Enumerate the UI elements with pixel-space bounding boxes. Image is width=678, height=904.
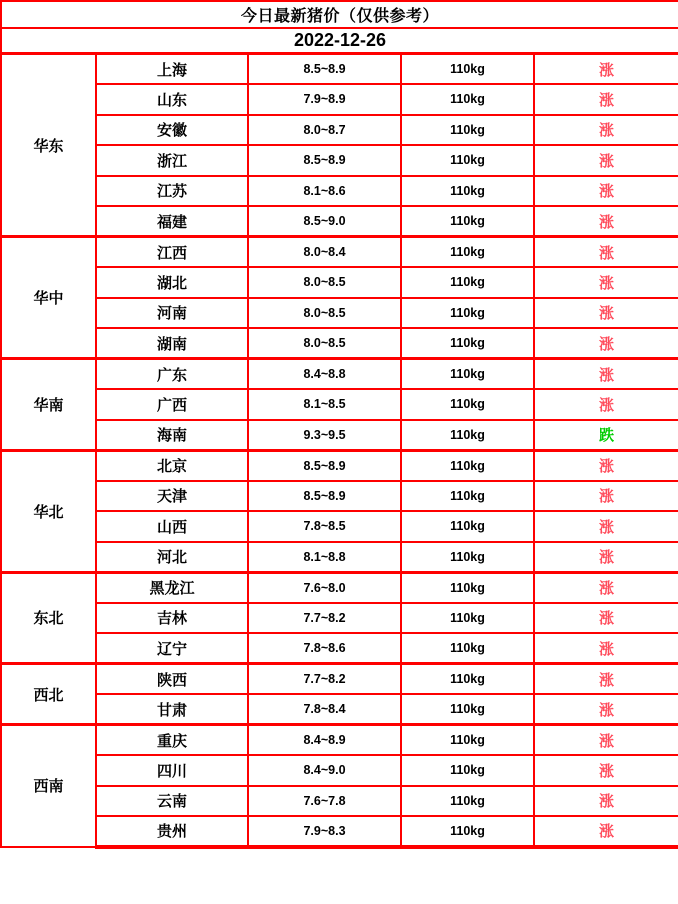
trend-cell: [534, 786, 678, 817]
trend-value: 涨: [599, 396, 615, 414]
region-cell-xibei: 西北: [1, 664, 96, 725]
price-row: [1, 359, 678, 390]
price-row: [1, 328, 678, 359]
trend-cell: [534, 542, 678, 573]
trend-value: 涨: [599, 610, 615, 628]
title-row: [1, 1, 678, 28]
price-range-cell: 8.5~9.0: [248, 206, 401, 237]
trend-value: 涨: [599, 213, 615, 231]
price-row: [1, 755, 678, 786]
province-cell: 河南: [96, 298, 248, 329]
weight-cell: 110kg: [401, 481, 534, 512]
province-cell: 吉林: [96, 603, 248, 634]
weight-cell: 110kg: [401, 572, 534, 603]
weight-cell: 110kg: [401, 115, 534, 146]
price-row: [1, 115, 678, 146]
price-range-cell: 8.0~8.4: [248, 237, 401, 268]
price-row: [1, 664, 678, 695]
weight-cell: 110kg: [401, 603, 534, 634]
price-row: [1, 389, 678, 420]
price-row: [1, 237, 678, 268]
trend-value: 涨: [599, 762, 615, 780]
price-range-cell: 8.5~8.9: [248, 145, 401, 176]
trend-value: 涨: [599, 732, 615, 750]
region-cell-huanan: 华南: [1, 359, 96, 451]
trend-value: 涨: [599, 488, 615, 506]
trend-cell: [534, 420, 678, 451]
weight-cell: 110kg: [401, 725, 534, 756]
trend-cell: [534, 694, 678, 725]
price-range-cell: 7.8~8.4: [248, 694, 401, 725]
trend-value: 涨: [599, 671, 615, 689]
weight-cell: 110kg: [401, 420, 534, 451]
price-range-cell: 8.1~8.8: [248, 542, 401, 573]
trend-cell: [534, 84, 678, 115]
price-range-cell: 8.4~9.0: [248, 755, 401, 786]
price-row: [1, 572, 678, 603]
province-cell: 北京: [96, 450, 248, 481]
trend-cell: [534, 481, 678, 512]
region-cell-huazhong: 华中: [1, 237, 96, 359]
date-row: [1, 28, 678, 54]
trend-value: 涨: [599, 640, 615, 658]
price-row: [1, 511, 678, 542]
weight-cell: 110kg: [401, 450, 534, 481]
price-range-cell: 8.5~8.9: [248, 481, 401, 512]
trend-cell: [534, 816, 678, 847]
weight-cell: 110kg: [401, 816, 534, 847]
province-cell: 上海: [96, 54, 248, 85]
table-date: 2022-12-26: [1, 28, 678, 54]
price-range-cell: 7.6~7.8: [248, 786, 401, 817]
trend-value: 涨: [599, 183, 615, 201]
province-cell: 河北: [96, 542, 248, 573]
province-cell: 湖北: [96, 267, 248, 298]
trend-cell: [534, 511, 678, 542]
trend-cell: [534, 359, 678, 390]
province-cell: 广东: [96, 359, 248, 390]
trend-value: 涨: [599, 305, 615, 323]
price-row: [1, 816, 678, 847]
province-cell: 安徽: [96, 115, 248, 146]
price-range-cell: 8.5~8.9: [248, 54, 401, 85]
price-range-cell: 7.6~8.0: [248, 572, 401, 603]
trend-value: 涨: [599, 701, 615, 719]
price-range-cell: 8.4~8.9: [248, 725, 401, 756]
trend-value: 涨: [599, 122, 615, 140]
price-range-cell: 8.0~8.5: [248, 267, 401, 298]
trend-cell: [534, 450, 678, 481]
trend-value: 涨: [599, 335, 615, 353]
weight-cell: 110kg: [401, 542, 534, 573]
weight-cell: 110kg: [401, 54, 534, 85]
region-cell-xinan: 西南: [1, 725, 96, 847]
trend-cell: [534, 145, 678, 176]
weight-cell: 110kg: [401, 694, 534, 725]
trend-cell: [534, 725, 678, 756]
weight-cell: 110kg: [401, 664, 534, 695]
region-cell-huabei: 华北: [1, 450, 96, 572]
price-row: [1, 54, 678, 85]
trend-cell: [534, 664, 678, 695]
province-cell: 江苏: [96, 176, 248, 207]
weight-cell: 110kg: [401, 328, 534, 359]
trend-cell: [534, 176, 678, 207]
province-cell: 浙江: [96, 145, 248, 176]
province-cell: 福建: [96, 206, 248, 237]
trend-value: 涨: [599, 61, 615, 79]
price-row: [1, 84, 678, 115]
trend-cell: [534, 115, 678, 146]
trend-cell: [534, 633, 678, 664]
price-range-cell: 7.8~8.5: [248, 511, 401, 542]
price-range-cell: 8.0~8.7: [248, 115, 401, 146]
price-row: [1, 176, 678, 207]
province-cell: 湖南: [96, 328, 248, 359]
province-cell: 云南: [96, 786, 248, 817]
trend-value: 涨: [599, 518, 615, 536]
trend-cell: [534, 206, 678, 237]
price-row: [1, 786, 678, 817]
region-cell-dongbei: 东北: [1, 572, 96, 664]
province-cell: 陕西: [96, 664, 248, 695]
price-range-cell: 7.7~8.2: [248, 664, 401, 695]
trend-cell: [534, 267, 678, 298]
province-cell: 山东: [96, 84, 248, 115]
price-row: [1, 481, 678, 512]
province-cell: 贵州: [96, 816, 248, 847]
province-cell: 甘肃: [96, 694, 248, 725]
trend-cell: [534, 328, 678, 359]
price-row: [1, 603, 678, 634]
trend-value: 涨: [599, 458, 615, 475]
trend-value: 涨: [599, 244, 615, 262]
province-cell: 重庆: [96, 725, 248, 756]
trend-value: 涨: [599, 580, 615, 597]
price-row: [1, 542, 678, 573]
trend-value: 涨: [599, 274, 615, 292]
price-row: [1, 725, 678, 756]
trend-value: 跌: [599, 427, 615, 444]
weight-cell: 110kg: [401, 755, 534, 786]
weight-cell: 110kg: [401, 359, 534, 390]
price-range-cell: 8.1~8.5: [248, 389, 401, 420]
trend-value: 涨: [599, 366, 615, 384]
province-cell: 江西: [96, 237, 248, 268]
province-cell: 广西: [96, 389, 248, 420]
province-cell: 四川: [96, 755, 248, 786]
trend-value: 涨: [599, 549, 615, 566]
trend-cell: [534, 237, 678, 268]
trend-cell: [534, 298, 678, 329]
price-range-cell: 8.0~8.5: [248, 298, 401, 329]
weight-cell: 110kg: [401, 298, 534, 329]
trend-cell: [534, 389, 678, 420]
weight-cell: 110kg: [401, 786, 534, 817]
trend-value: 涨: [599, 793, 615, 811]
weight-cell: 110kg: [401, 206, 534, 237]
trend-value: 涨: [599, 152, 615, 170]
price-row: [1, 267, 678, 298]
weight-cell: 110kg: [401, 511, 534, 542]
price-range-cell: 7.8~8.6: [248, 633, 401, 664]
price-range-cell: 7.7~8.2: [248, 603, 401, 634]
price-row: [1, 145, 678, 176]
price-row: [1, 450, 678, 481]
price-range-cell: 9.3~9.5: [248, 420, 401, 451]
price-row: [1, 298, 678, 329]
table-title: 今日最新猪价（仅供参考）: [1, 1, 678, 28]
price-range-cell: 7.9~8.9: [248, 84, 401, 115]
province-cell: 辽宁: [96, 633, 248, 664]
weight-cell: 110kg: [401, 84, 534, 115]
trend-cell: [534, 603, 678, 634]
price-range-cell: 8.0~8.5: [248, 328, 401, 359]
price-range-cell: 8.1~8.6: [248, 176, 401, 207]
province-cell: 山西: [96, 511, 248, 542]
weight-cell: 110kg: [401, 145, 534, 176]
price-row: [1, 694, 678, 725]
price-row: [1, 633, 678, 664]
price-range-cell: 8.4~8.8: [248, 359, 401, 390]
weight-cell: 110kg: [401, 176, 534, 207]
province-cell: 黑龙江: [96, 572, 248, 603]
weight-cell: 110kg: [401, 389, 534, 420]
weight-cell: 110kg: [401, 237, 534, 268]
trend-value: 涨: [599, 91, 615, 109]
trend-value: 涨: [599, 823, 615, 841]
trend-cell: [534, 54, 678, 85]
price-range-cell: 8.5~8.9: [248, 450, 401, 481]
trend-cell: [534, 755, 678, 786]
weight-cell: 110kg: [401, 267, 534, 298]
province-cell: 海南: [96, 420, 248, 451]
region-cell-huadong: 华东: [1, 54, 96, 237]
weight-cell: 110kg: [401, 633, 534, 664]
province-cell: 天津: [96, 481, 248, 512]
price-range-cell: 7.9~8.3: [248, 816, 401, 847]
price-row: [1, 420, 678, 451]
price-row: [1, 206, 678, 237]
trend-cell: [534, 572, 678, 603]
